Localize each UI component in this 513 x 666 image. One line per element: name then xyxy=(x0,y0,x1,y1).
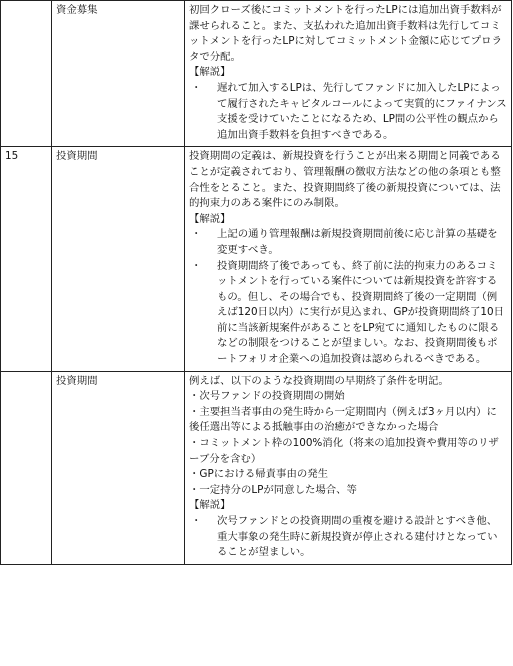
table-row xyxy=(1,1,512,147)
note-bullet xyxy=(189,514,507,561)
note-heading: 【解説】 xyxy=(189,66,231,79)
table-row xyxy=(1,147,512,371)
condition-item: ・一定持分のLPが同意した場合、等 xyxy=(189,483,357,496)
bullet-text: 遅れて加入するLPは、先行してファンドに加入したLPによって履行されたキャピタルコールによって実質的にファイナンス支援を受けていたことになるため、LP間の公平性の観点から追加出資手数料を負担すべきである。 xyxy=(217,81,507,141)
row-description xyxy=(185,147,512,371)
row-description xyxy=(185,1,512,147)
condition-item: ・コミットメント枠の100%消化（将来の追加投資や費用等のリザーブ分を含む） xyxy=(189,437,499,465)
condition-item: ・GPにおける帰責事由の発生 xyxy=(189,468,329,481)
row-description xyxy=(185,371,512,564)
note-heading: 【解説】 xyxy=(189,212,231,225)
bullet-mark: ・ xyxy=(191,515,202,527)
note-heading: 【解説】 xyxy=(189,499,231,512)
bullet-mark: ・ xyxy=(191,259,202,272)
row-item: 投資期間 xyxy=(52,371,185,564)
body-text: 例えば、以下のような投資期間の早期終了条件を明記。 xyxy=(189,374,449,387)
condition-item: ・次号ファンドの投資期間の開始 xyxy=(189,390,345,403)
note-bullet xyxy=(189,259,507,368)
bullet-text: 次号ファンドとの投資期間の重複を避ける設計とすべき他、重大事象の発生時に新規投資が停止される建付けとなっていることが望ましい。 xyxy=(217,515,498,559)
body-text: 初回クローズ後にコミットメントを行ったLPには追加出資手数料が課せられること。また、支払われた追加出資手数料は先行してコミットメントを行ったLPに対してコミットメント金額に応じてプロラタで分配。 xyxy=(189,4,502,63)
row-number: 15 xyxy=(1,147,52,371)
note-bullet xyxy=(189,227,507,258)
bullet-text: 投資期間終了後であっても、終了前に法的拘束力のあるコミットメントを行っている案件については新規投資を許容するもの。但し、その場合でも、投資期間終了後の一定期間（例えば120日以内）に実行が見込まれ、GPが投資期間終了10日前に当該新規案件があることをLP宛てに通知したものに限るなどの制限をつけることが望ましい。なお、投資期間後もポートフォリオ企業への追加投資は認められるべきである。 xyxy=(217,259,504,366)
row-number xyxy=(1,1,52,147)
row-item: 投資期間 xyxy=(52,147,185,371)
condition-item: ・主要担当者事由の発生時から一定期間内（例えば3ヶ月以内）に後任選出等による抵触事由の治癒ができなかった場合 xyxy=(189,405,497,434)
note-bullet xyxy=(189,81,507,143)
bullet-mark: ・ xyxy=(191,81,202,94)
row-number xyxy=(1,371,52,564)
bullet-mark: ・ xyxy=(191,228,202,241)
body-text: 投資期間の定義は、新規投資を行うことが出来る期間と同義であることが定義されており、管理報酬の徴収方法などの他の条項とも整合性をとること。また、投資期間終了後の新規投資については、法的拘束力のある案件にのみ制限。 xyxy=(189,150,501,210)
row-item: 資金募集 xyxy=(52,1,185,147)
table-row xyxy=(1,371,512,564)
bullet-text: 上記の通り管理報酬は新規投資期間前後に応じ計算の基礎を変更すべき。 xyxy=(217,228,498,256)
